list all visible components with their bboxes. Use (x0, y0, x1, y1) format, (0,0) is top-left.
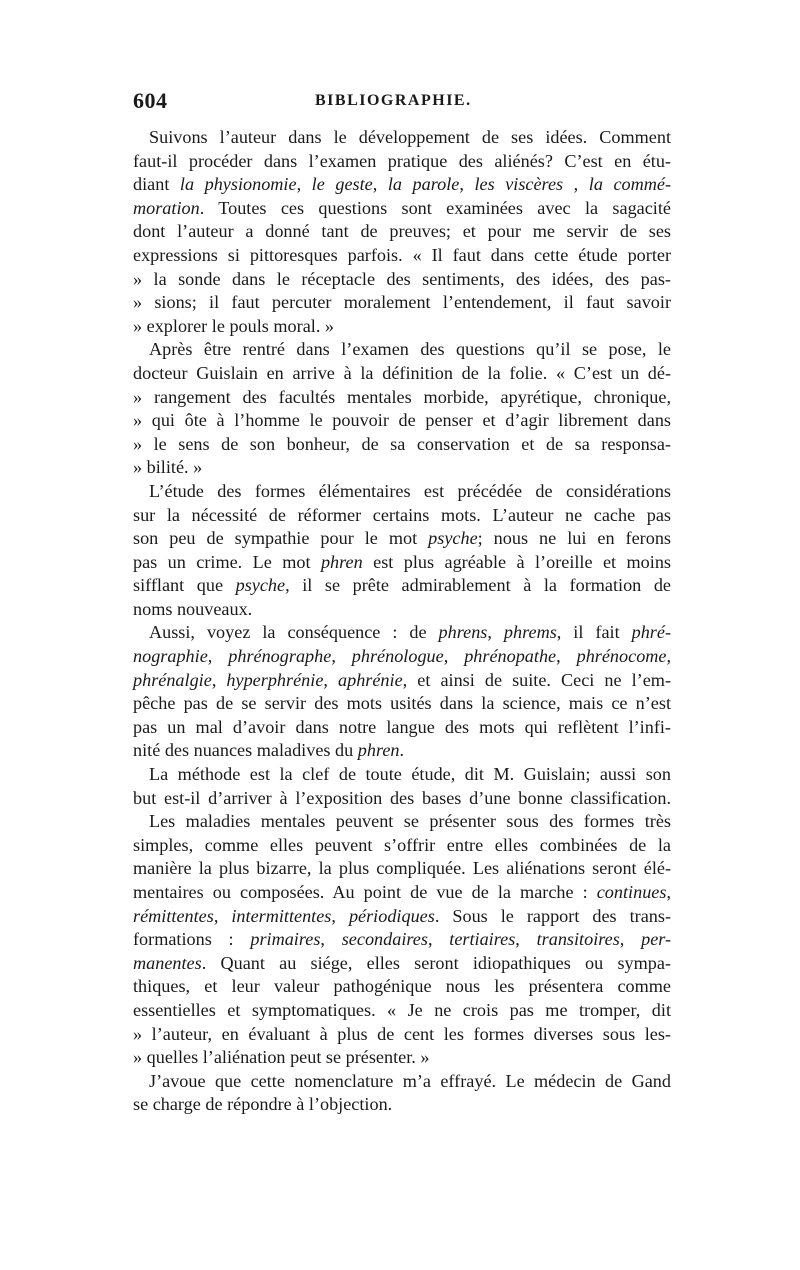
italic-term: la physionomie (179, 174, 297, 195)
text-segment: , (213, 905, 232, 926)
text-segment: , (666, 882, 671, 902)
page-number: 604 (133, 88, 168, 113)
italic-term: périodiques (348, 905, 435, 926)
text-segment: pas un crime. Le mot (133, 551, 321, 572)
text-segment: , (207, 646, 229, 667)
text-segment: mentaires ou composées. Au point de vue de la marche : (133, 882, 597, 902)
text-line: Après être rentré dans l’examen des questions qu’il se pose, le (149, 339, 671, 360)
text-line (133, 669, 671, 693)
text-line: manière la plus bizarre, la plus compliquée. Les aliénations seront élé- (133, 858, 671, 879)
text-line: docteur Guislain en arrive à la définition de la folie. « C’est un dé- (133, 362, 671, 383)
italic-term: la parole (387, 174, 460, 195)
italic-term: intermittentes (231, 905, 332, 926)
italic-term: tertiaires (449, 929, 516, 950)
text-segment: , (515, 929, 537, 950)
text-line: » quelles l’aliénation peut se présenter. » (133, 1047, 430, 1068)
text-segment: diant (133, 174, 180, 195)
text-segment: formations : (133, 929, 251, 950)
running-head: BIBLIOGRAPHIE. (315, 92, 472, 109)
text-segment: , (211, 669, 227, 690)
italic-term: la commé- (588, 174, 672, 195)
italic-term: phrénologue (351, 646, 444, 667)
italic-term: primaires (250, 929, 321, 950)
text-segment: , (331, 646, 352, 667)
text-segment: , (619, 929, 642, 950)
italic-term: psyche (235, 575, 286, 596)
text-segment: . Sous le rapport des trans- (434, 905, 672, 926)
italic-term: le geste (311, 174, 373, 195)
text-segment: ; nous ne lui en ferons (477, 528, 671, 549)
italic-term: nographie (133, 646, 208, 667)
text-body (133, 126, 671, 1117)
text-segment: , (443, 646, 465, 667)
text-segment: son peu de sympathie pour le mot (133, 528, 429, 549)
text-segment: , (487, 622, 504, 643)
text-line: faut-il procéder dans l’examen pratique des aliénés? C’est en étu- (133, 150, 671, 171)
italic-term: moration (133, 197, 200, 218)
text-line: » bilité. » (133, 457, 203, 478)
italic-term: phrénographe (228, 646, 332, 667)
text-line: » explorer le pouls moral. » (133, 315, 335, 336)
text-segment: , (372, 174, 388, 195)
text-segment: nité des nuances maladives du (133, 740, 358, 761)
text-segment: sifflant que (133, 575, 236, 596)
text-line: » l’auteur, en évaluant à plus de cent les formes diverses sous les- (133, 1023, 671, 1044)
text-line (133, 739, 671, 763)
italic-term: per- (641, 929, 672, 950)
italic-term: secondaires (341, 929, 428, 950)
text-segment: , (563, 174, 589, 195)
text-line (133, 905, 671, 929)
text-segment: , (320, 929, 342, 950)
text-line (133, 551, 671, 575)
text-line: J’avoue que cette nomenclature m’a effrayé. Le médecin de Gand (149, 1070, 671, 1091)
text-line: » rangement des facultés mentales morbide, apyrétique, chronique, (133, 386, 671, 407)
italic-term: phrens (438, 622, 488, 643)
text-segment: . (399, 740, 405, 761)
text-line: expressions si pittoresques parfois. « Il faut dans cette étude porter (133, 244, 671, 265)
text-line: pêche pas de se servir des mots usités dans la science, mais ce n’est (133, 693, 671, 714)
text-segment: . Toutes ces questions sont examinées avec la sagacité (199, 197, 671, 218)
text-segment: . Quant au siége, elles seront idiopathiques ou sympa- (201, 952, 671, 973)
italic-term: phren (320, 551, 363, 572)
text-line: » sions; il faut percuter moralement l’entendement, il faut savoir (133, 292, 671, 313)
text-line: dont l’auteur a donné tant de preuves; et pour me servir de ses (133, 221, 671, 242)
text-line: essentielles et symptomatiques. « Je ne crois pas me tromper, dit (133, 999, 671, 1020)
italic-term: phren (357, 740, 400, 761)
text-line: pas un mal d’avoir dans notre langue des mots qui reflètent l’infi- (133, 716, 671, 737)
text-line (133, 928, 671, 952)
text-line (133, 527, 671, 551)
text-segment: , il fait (556, 622, 632, 643)
text-line (133, 881, 671, 905)
text-line: simples, comme elles peuvent s’offrir entre elles combinées de la (133, 834, 671, 855)
text-line: noms nouveaux. (133, 598, 253, 619)
text-line: La méthode est la clef de toute étude, dit M. Guislain; aussi son (149, 764, 671, 785)
text-segment: , (459, 174, 475, 195)
text-segment: , et ainsi de suite. Ceci ne l’em- (402, 669, 672, 690)
italic-term: hyperphrénie (226, 669, 324, 690)
text-line: Les maladies mentales peuvent se présenter sous des formes très (149, 811, 671, 832)
italic-term: phré- (631, 622, 672, 643)
text-line: se charge de répondre à l’objection. (133, 1094, 393, 1115)
text-segment: est plus agréable à l’oreille et moins (362, 551, 671, 572)
italic-term: rémittentes (133, 905, 214, 926)
text-line: Suivons l’auteur dans le développement de ses idées. Comment (149, 127, 671, 147)
text-line: thiques, et leur valeur pathogénique nous les présentera comme (133, 976, 671, 997)
text-line: » la sonde dans le réceptacle des sentiments, des idées, des pas- (133, 268, 671, 289)
text-line (133, 574, 671, 598)
italic-term: phrénalgie (133, 669, 212, 690)
italic-term: continues (596, 882, 667, 902)
text-segment: Aussi, voyez la conséquence : de (149, 622, 439, 643)
text-segment: , (331, 905, 349, 926)
text-line (133, 173, 671, 197)
text-line (133, 952, 671, 976)
text-line: but est-il d’arriver à l’exposition des bases d’une bonne classification. (133, 787, 671, 808)
italic-term: phrénocome (576, 646, 667, 667)
text-line (133, 621, 671, 645)
italic-term: les viscères (474, 174, 564, 195)
italic-term: aphrénie (338, 669, 403, 690)
italic-term: phrems (503, 622, 557, 643)
text-segment: , (666, 646, 672, 667)
text-line (133, 645, 671, 669)
text-line: sur la nécessité de réformer certains mots. L’auteur ne cache pas (133, 504, 671, 525)
text-segment: , (556, 646, 577, 667)
text-line: L’étude des formes élémentaires est précédée de considérations (149, 480, 671, 501)
text-line: » le sens de son bonheur, de sa conservation et de sa responsa- (133, 433, 671, 454)
italic-term: psyche (428, 528, 478, 549)
text-line (133, 197, 671, 221)
italic-term: manentes (133, 952, 202, 973)
italic-term: transitoires (536, 929, 620, 950)
text-segment: , (323, 669, 338, 690)
text-segment: , il se prête admirablement à la formation de (285, 575, 671, 596)
text-line: » qui ôte à l’homme le pouvoir de penser et d’agir librement dans (133, 410, 671, 431)
italic-term: phrénopathe (464, 646, 557, 667)
text-segment: , (296, 174, 312, 195)
page-header (133, 88, 673, 118)
text-segment: , (427, 929, 450, 950)
